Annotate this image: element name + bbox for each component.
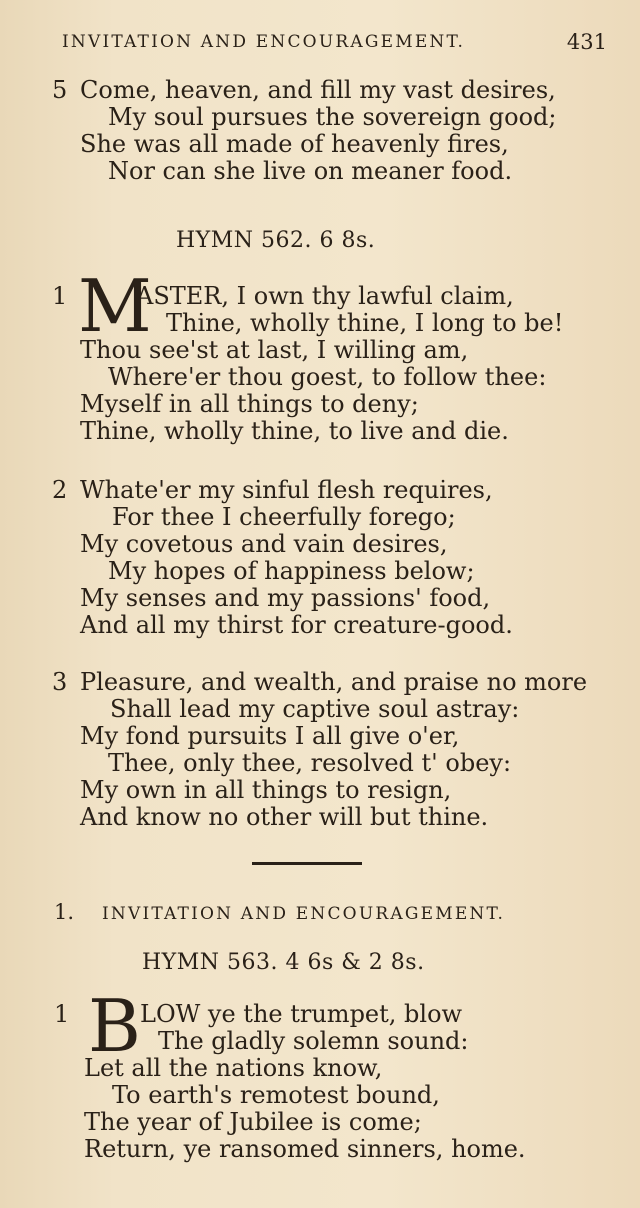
hymn-line: My fond pursuits I all give o'er,: [80, 722, 460, 750]
hymn-line: Whate'er my sinful flesh requires,: [80, 476, 493, 504]
hymn-line: Thee, only thee, resolved t' obey:: [108, 749, 512, 777]
hymn-heading: HYMN 563. 4 6s & 2 8s.: [142, 950, 425, 975]
stanza-number: 2: [52, 476, 68, 504]
hymn-heading: HYMN 562. 6 8s.: [176, 228, 376, 253]
hymn-line: My senses and my passions' food,: [80, 584, 491, 612]
hymn-line: The gladly solemn sound:: [158, 1027, 469, 1055]
hymn-line: LOW ye the trumpet, blow: [140, 1000, 463, 1028]
hymn-line: Let all the nations know,: [84, 1054, 383, 1082]
drop-cap: B: [88, 984, 141, 1068]
stanza-number: 3: [52, 668, 68, 696]
hymn-line: She was all made of heavenly fires,: [80, 130, 509, 158]
hymn-line: Thine, wholly thine, I long to be!: [166, 309, 564, 337]
section-title: INVITATION AND ENCOURAGEMENT.: [102, 904, 506, 924]
hymn-line: Where'er thou goest, to follow thee:: [108, 363, 547, 391]
hymn-line: To earth's remotest bound,: [112, 1081, 440, 1109]
hymn-line: Pleasure, and wealth, and praise no more: [80, 668, 588, 696]
drop-cap: M: [78, 264, 152, 348]
hymn-line: My covetous and vain desires,: [80, 530, 448, 558]
stanza-number: 1: [54, 1000, 70, 1028]
hymn-line: Nor can she live on meaner food.: [108, 157, 513, 185]
hymn-line: And all my thirst for creature-good.: [80, 611, 513, 639]
hymn-line: My hopes of happiness below;: [108, 557, 475, 585]
hymn-line: Come, heaven, and fill my vast desires,: [80, 76, 556, 104]
hymn-line: My own in all things to resign,: [80, 776, 452, 804]
hymn-line: Myself in all things to deny;: [80, 390, 419, 418]
page-number: 431: [566, 30, 607, 54]
stanza-number: 5: [52, 76, 68, 104]
running-head: [62, 30, 607, 54]
section-number: 1.: [54, 900, 75, 924]
section-divider: [252, 862, 362, 865]
hymn-line: Return, ye ransomed sinners, home.: [84, 1135, 526, 1163]
hymn-line: The year of Jubilee is come;: [84, 1108, 422, 1136]
hymn-line: And know no other will but thine.: [80, 803, 489, 831]
hymn-line: Thine, wholly thine, to live and die.: [80, 417, 509, 445]
running-title: INVITATION AND ENCOURAGEMENT.: [62, 32, 466, 52]
hymn-line: Shall lead my captive soul astray:: [110, 695, 520, 723]
hymn-line: My soul pursues the sovereign good;: [108, 103, 557, 131]
hymn-line: ASTER, I own thy lawful claim,: [136, 282, 514, 310]
hymn-line: Thou see'st at last, I willing am,: [80, 336, 469, 364]
hymn-line: For thee I cheerfully forego;: [112, 503, 456, 531]
stanza-number: 1: [52, 282, 68, 310]
